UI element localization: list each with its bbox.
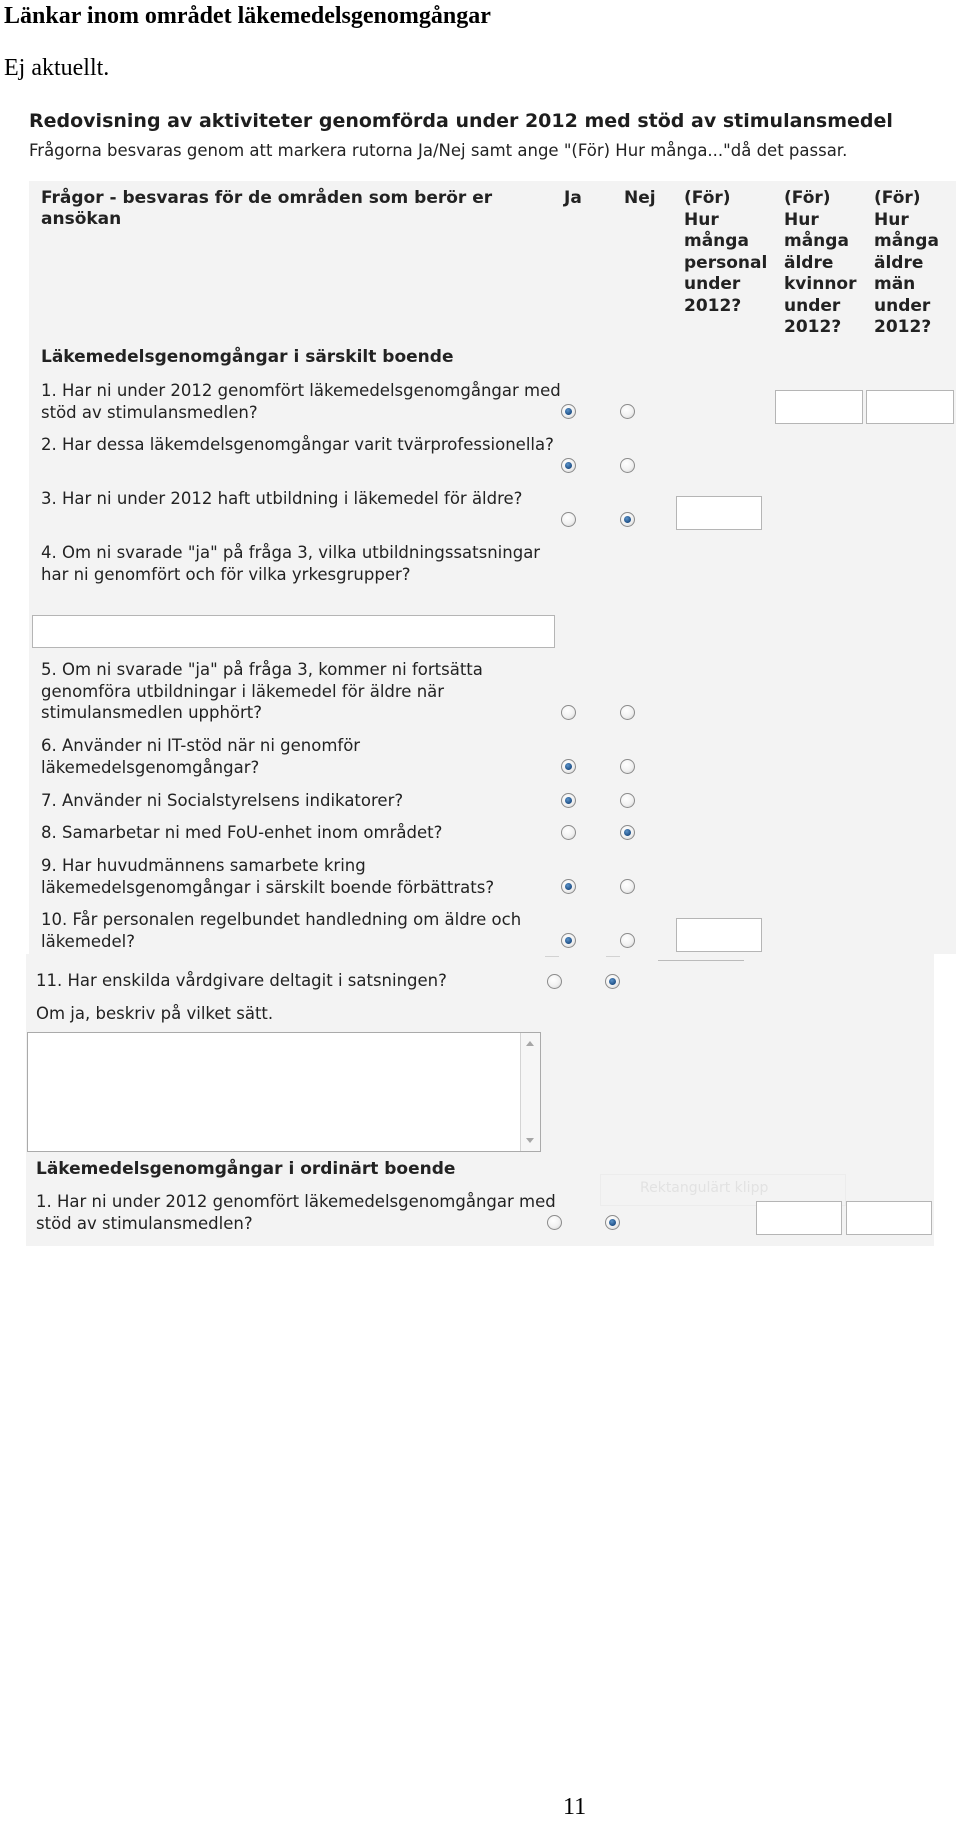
q2-nej-radio[interactable]: [620, 458, 635, 473]
seam-artifact: [545, 956, 559, 957]
q11-description-textarea[interactable]: [27, 1032, 541, 1152]
q5-ja-radio[interactable]: [561, 705, 576, 720]
q5-nej-radio[interactable]: [620, 705, 635, 720]
ordinary-q1-ja-radio[interactable]: [547, 1215, 562, 1230]
q6-ja-radio[interactable]: [561, 759, 576, 774]
section-ordinary-housing: Läkemedelsgenomgångar i ordinärt boende: [36, 1159, 456, 1179]
q7-nej-radio[interactable]: [620, 793, 635, 808]
question-6-text: 6. Använder ni IT-stöd när ni genomför läkemedelsgenomgångar?: [41, 736, 361, 777]
q11-ja-radio[interactable]: [547, 974, 562, 989]
ordinary-q1-men-count-input[interactable]: [846, 1201, 932, 1235]
seam-artifact: [658, 960, 744, 961]
question-8-text: 8. Samarbetar ni med FoU-enhet inom området?: [41, 823, 443, 842]
q1-men-count-input[interactable]: [866, 390, 954, 424]
ja-column-header: Ja: [564, 188, 582, 208]
scroll-down-icon[interactable]: [526, 1138, 534, 1143]
q8-ja-radio[interactable]: [561, 825, 576, 840]
section-special-housing: Läkemedelsgenomgångar i särskilt boende: [41, 347, 454, 367]
question-4-text: 4. Om ni svarade "ja" på fråga 3, vilka utbildningssatsningar har ni genomfört och för vilka yrkesgrupper?: [41, 543, 541, 584]
q9-nej-radio[interactable]: [620, 879, 635, 894]
question-9-text: 9. Har huvudmännens samarbete kring läkemedelsgenomgångar i särskilt boende förbättrats?: [41, 856, 495, 897]
questions-column-header: Frågor - besvaras för de områden som berör er ansökan: [41, 188, 493, 229]
women-column-header: (För) Hur många äldre kvinnor under 2012?: [784, 188, 857, 337]
q10-ja-radio[interactable]: [561, 933, 576, 948]
q2-ja-radio[interactable]: [561, 458, 576, 473]
body-paragraph: Ej aktuellt.: [4, 55, 110, 81]
nej-column-header: Nej: [624, 188, 656, 208]
q10-personal-count-input[interactable]: [676, 918, 762, 952]
question-10-text: 10. Får personalen regelbundet handledning om äldre och läkemedel?: [41, 910, 522, 951]
q7-ja-radio[interactable]: [561, 793, 576, 808]
seam-artifact: [606, 956, 620, 957]
page-heading: Länkar inom området läkemedelsgenomgångar: [4, 3, 491, 29]
q11-nej-radio[interactable]: [605, 974, 620, 989]
question-5-text: 5. Om ni svarade "ja" på fråga 3, kommer ni fortsätta genomföra utbildningar i läkemedel för äldre när stimulansmedlen upphört?: [41, 660, 483, 722]
men-column-header: (För) Hur många äldre män under 2012?: [874, 188, 939, 337]
question-1-text: 1. Har ni under 2012 genomfört läkemedelsgenomgångar med stöd av stimulansmedlen?: [41, 381, 561, 422]
q3-ja-radio[interactable]: [561, 512, 576, 527]
question-2-text: 2. Har dessa läkemdelsgenomgångar varit tvärprofessionella?: [41, 435, 554, 454]
ordinary-question-1-text: 1. Har ni under 2012 genomfört läkemedelsgenomgångar med stöd av stimulansmedlen?: [36, 1192, 556, 1233]
question-3-text: 3. Har ni under 2012 haft utbildning i läkemedel för äldre?: [41, 489, 523, 508]
q3-nej-radio[interactable]: [620, 512, 635, 527]
q4-answer-input[interactable]: [32, 615, 555, 648]
q8-nej-radio[interactable]: [620, 825, 635, 840]
q3-personal-count-input[interactable]: [676, 496, 762, 530]
q6-nej-radio[interactable]: [620, 759, 635, 774]
q1-ja-radio[interactable]: [561, 404, 576, 419]
question-11-text: 11. Har enskilda vårdgivare deltagit i satsningen?: [36, 971, 447, 990]
q10-nej-radio[interactable]: [620, 933, 635, 948]
question-7-text: 7. Använder ni Socialstyrelsens indikatorer?: [41, 791, 404, 810]
form-title: Redovisning av aktiviteter genomförda under 2012 med stöd av stimulansmedel: [29, 110, 893, 132]
q1-women-count-input[interactable]: [775, 390, 863, 424]
form-instructions: Frågorna besvaras genom att markera rutorna Ja/Nej samt ange "(För) Hur många..."då det passar.: [29, 141, 848, 160]
textarea-scrollbar[interactable]: [520, 1033, 540, 1151]
ordinary-q1-women-count-input[interactable]: [756, 1201, 842, 1235]
scroll-up-icon[interactable]: [526, 1041, 534, 1046]
clip-overlay-label: Rektangulärt klipp: [640, 1180, 769, 1196]
q9-ja-radio[interactable]: [561, 879, 576, 894]
page-number: 11: [563, 1794, 587, 1820]
personal-column-header: (För) Hur många personal under 2012?: [684, 188, 768, 316]
describe-label: Om ja, beskriv på vilket sätt.: [36, 1004, 274, 1023]
ordinary-q1-nej-radio[interactable]: [605, 1215, 620, 1230]
q1-nej-radio[interactable]: [620, 404, 635, 419]
